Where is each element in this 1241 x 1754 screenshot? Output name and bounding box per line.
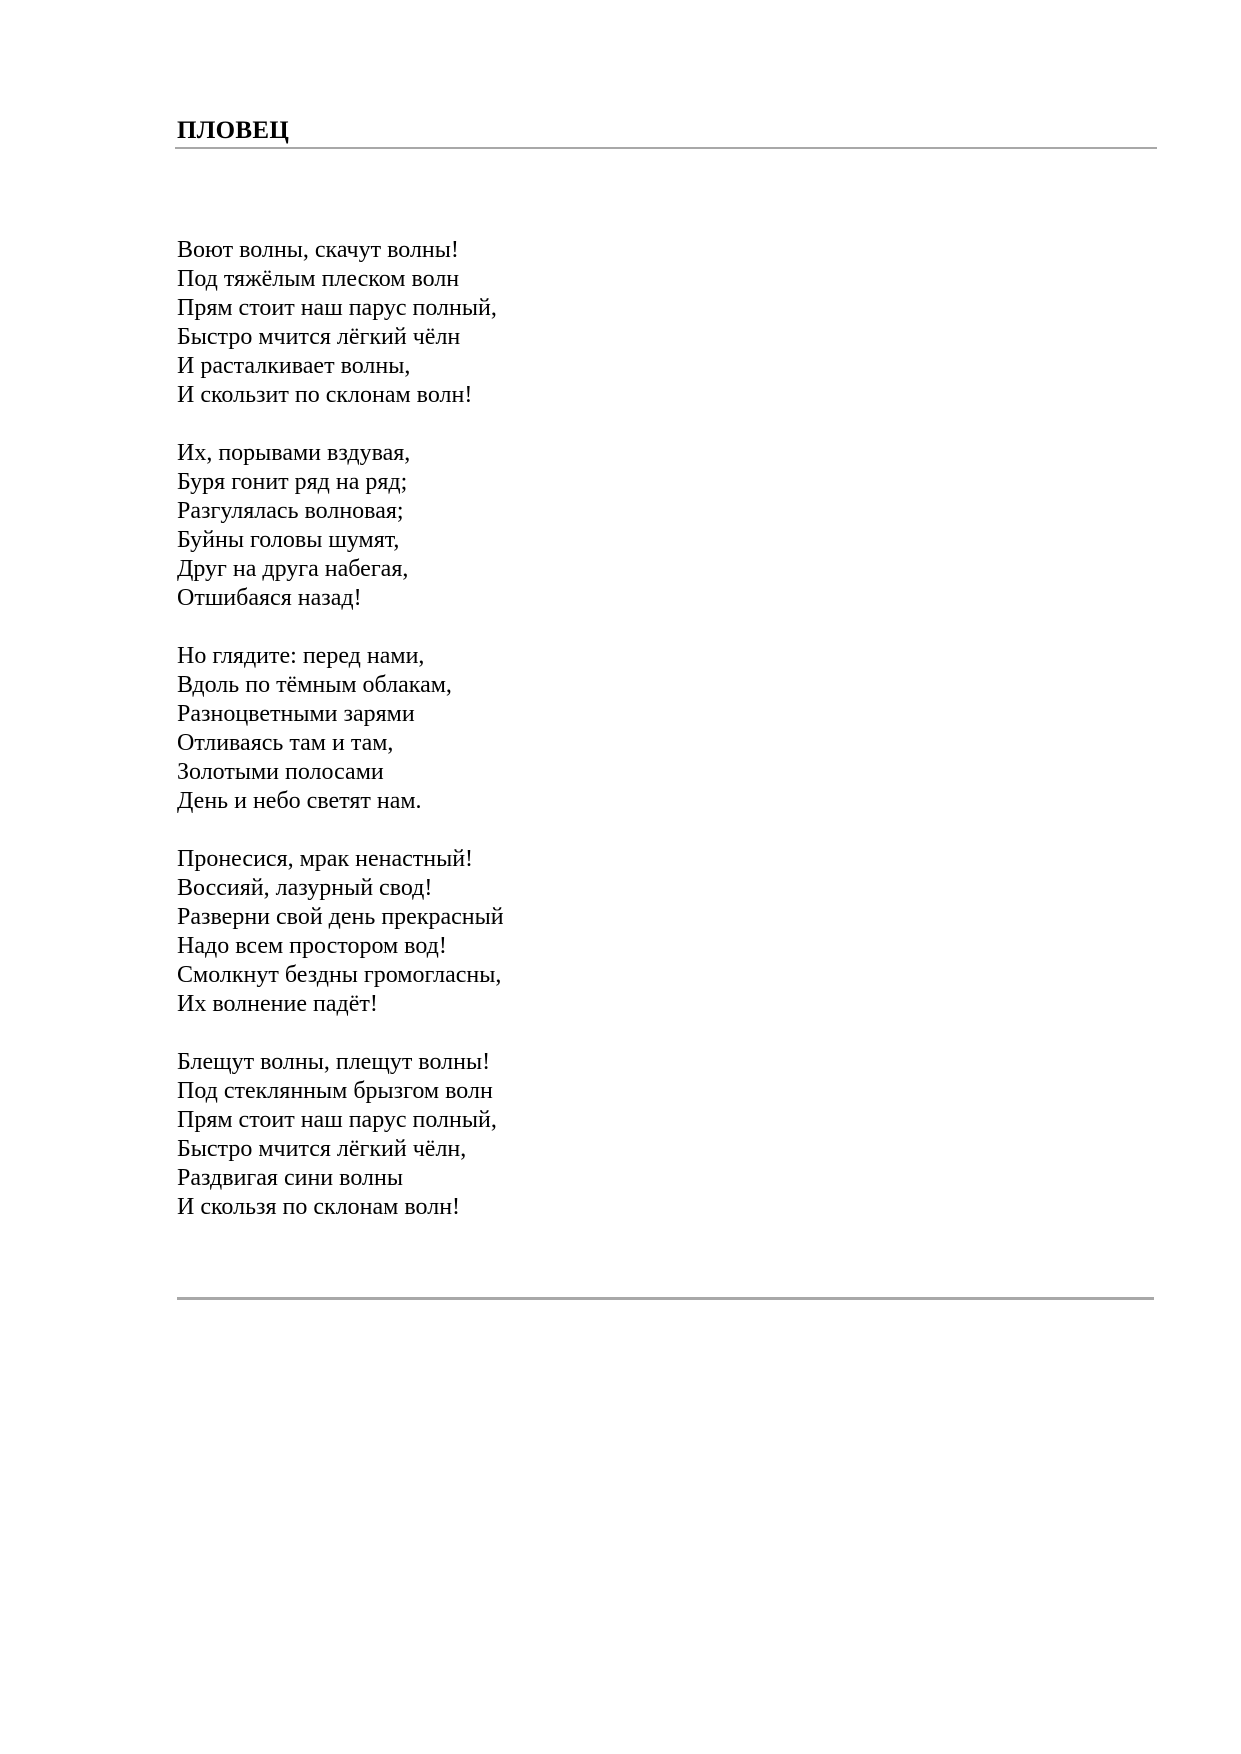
poem-line: Золотыми полосами — [177, 759, 384, 785]
title-divider — [175, 147, 1157, 149]
stanza — [177, 439, 877, 613]
poem-line: Разноцветными зарями — [177, 701, 415, 727]
poem-line: И расталкивает волны, — [177, 353, 411, 379]
poem-line: Прям стоит наш парус полный, — [177, 1107, 497, 1133]
stanza — [177, 236, 877, 410]
poem-line: Друг на друга набегая, — [177, 556, 409, 582]
poem-line: Надо всем простором вод! — [177, 933, 447, 959]
poem-line: Воссияй, лазурный свод! — [177, 875, 433, 901]
poem-line: Разгулялась волновая; — [177, 498, 404, 524]
poem-line: Вдоль по тёмным облакам, — [177, 672, 452, 698]
stanza — [177, 845, 877, 1019]
poem-line: И скользит по склонам волн! — [177, 382, 473, 408]
poem-line: Разверни свой день прекрасный — [177, 904, 504, 930]
poem-line: Смолкнут бездны громогласны, — [177, 962, 502, 988]
poem-line: Под стеклянным брызгом волн — [177, 1078, 493, 1104]
poem-line: Отшибаяся назад! — [177, 585, 362, 611]
footer-divider — [177, 1297, 1154, 1300]
poem-line: И скользя по склонам волн! — [177, 1194, 461, 1220]
poem-line: Воют волны, скачут волны! — [177, 237, 459, 263]
poem-line: Быстро мчится лёгкий чёлн, — [177, 1136, 467, 1162]
stanza — [177, 1048, 877, 1222]
poem-line: Раздвигая сини волны — [177, 1165, 403, 1191]
poem-line: Быстро мчится лёгкий чёлн — [177, 324, 461, 350]
poem-line: День и небо светят нам. — [177, 788, 422, 814]
poem-line: Их, порывами вздувая, — [177, 440, 411, 466]
poem-line: Пронесися, мрак ненастный! — [177, 846, 474, 872]
poem-title: ПЛОВЕЦ — [177, 117, 290, 144]
stanza — [177, 642, 877, 816]
poem-line: Отливаясь там и там, — [177, 730, 394, 756]
poem-line: Буйны головы шумят, — [177, 527, 400, 553]
poem-body — [177, 236, 877, 1251]
poem-line: Блещут волны, плещут волны! — [177, 1049, 491, 1075]
poem-line: Прям стоит наш парус полный, — [177, 295, 497, 321]
poem-line: Под тяжёлым плеском волн — [177, 266, 460, 292]
poem-line: Их волнение падёт! — [177, 991, 378, 1017]
poem-line: Буря гонит ряд на ряд; — [177, 469, 408, 495]
poem-line: Но глядите: перед нами, — [177, 643, 425, 669]
